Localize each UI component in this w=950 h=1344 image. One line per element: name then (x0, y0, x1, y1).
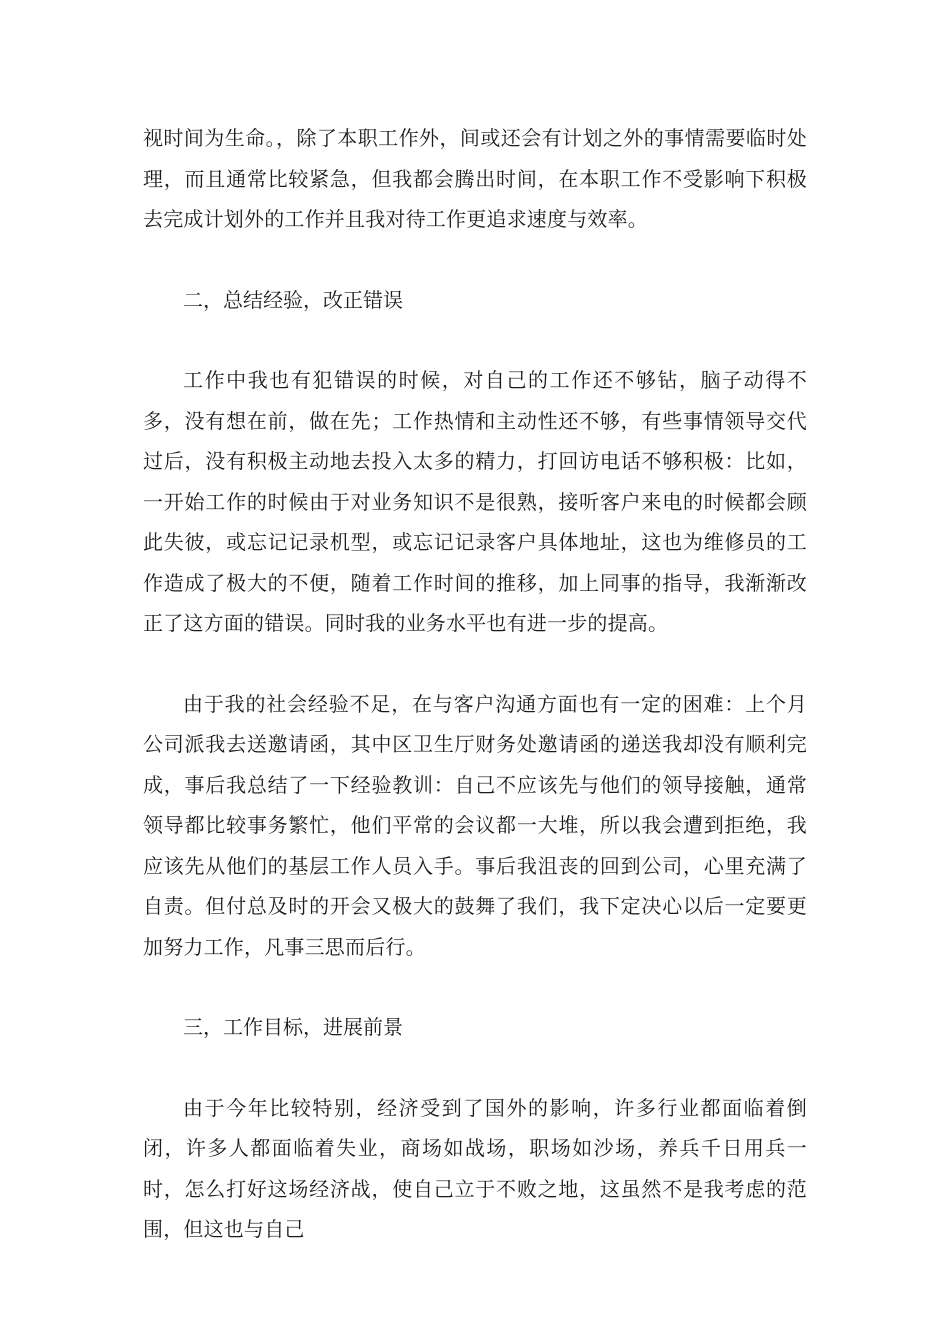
paragraph-economy: 由于今年比较特别，经济受到了国外的影响，许多行业都面临着倒闭，许多人都面临着失业，商场如战场，职场如沙场，养兵千日用兵一时，怎么打好这场经济战，使自己立于不败之地，这虽然不是我考虑的范围，但这也与自己 (143, 1095, 807, 1241)
paragraph-mistakes: 工作中我也有犯错误的时候，对自己的工作还不够钻，脑子动得不多，没有想在前，做在先；工作热情和主动性还不够，有些事情领导交代过后，没有积极主动地去投入太多的精力，打回访电话不够积极：比如，一开始工作的时候由于对业务知识不是很熟，接听客户来电的时候都会顾此失彼，或忘记记录机型，或忘记记录客户具体地址，这也为维修员的工作造成了极大的不便，随着工作时间的推移，加上同事的指导，我渐渐改正了这方面的错误。同时我的业务水平也有进一步的提高。 (143, 368, 807, 635)
paragraph-spacer (143, 1048, 807, 1088)
paragraph-spacer (143, 240, 807, 280)
paragraph-spacer (143, 320, 807, 360)
paragraph-spacer (143, 967, 807, 1007)
paragraph-customer-communication: 由于我的社会经验不足，在与客户沟通方面也有一定的困难：上个月公司派我去送邀请函，其中区卫生厅财务处邀请函的递送我却没有顺利完成，事后我总结了一下经验教训：自己不应该先与他们的领导接触，通常领导都比较事务繁忙，他们平常的会议都一大堆，所以我会遭到拒绝，我应该先从他们的基层工作人员入手。事后我沮丧的回到公司，心里充满了自责。但付总及时的开会又极大的鼓舞了我们，我下定决心以后一定要更加努力工作，凡事三思而后行。 (143, 691, 807, 959)
paragraph-spacer (143, 644, 807, 684)
section-heading-summarize-experience: 二，总结经验，改正错误 (183, 287, 403, 312)
section-heading-work-goals: 三，工作目标，进展前景 (183, 1015, 403, 1039)
document-body (143, 118, 807, 1250)
paragraph-time-efficiency: 视时间为生命。，除了本职工作外，间或还会有计划之外的事情需要临时处理，而且通常比较紧急，但我都会腾出时间，在本职工作不受影响下积极去完成计划外的工作并且我对待工作更追求速度与效率。 (143, 126, 807, 231)
